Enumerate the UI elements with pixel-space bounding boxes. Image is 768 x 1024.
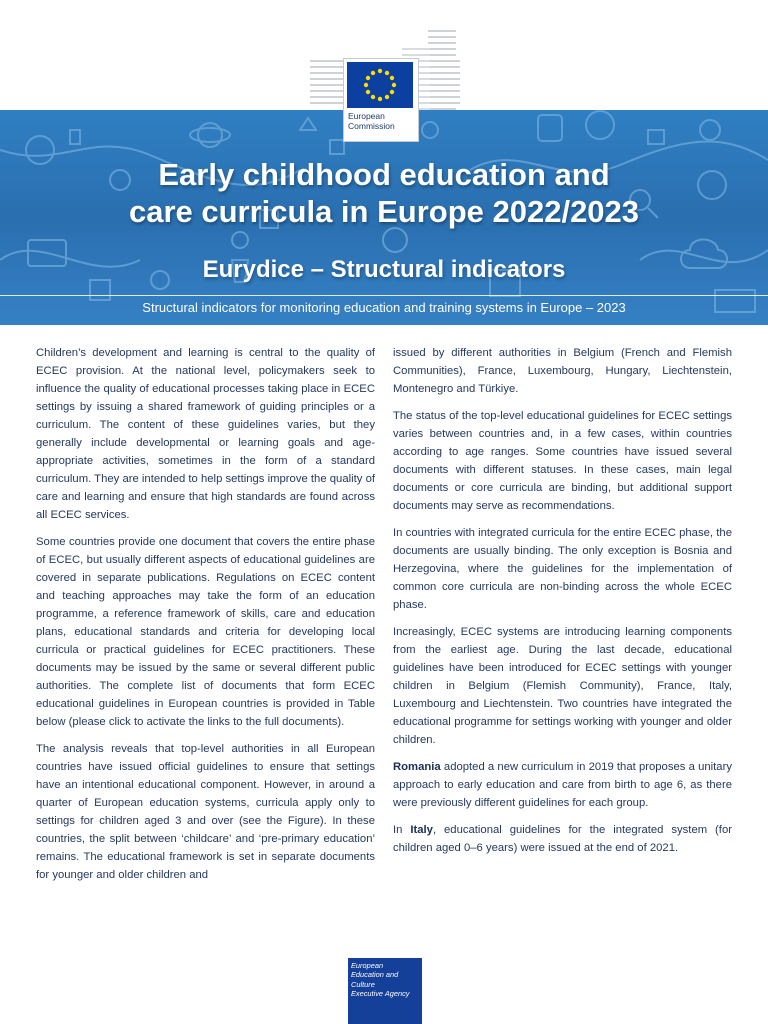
paragraph: Children’s development and learning is central to the quality of ECEC provision. At the national level, policymakers seek to influence the quality of educational processes taking place in ECEC settings by issuing a shared framework of guiding principles or a curriculum. The content of these guidelines varies, but they generally include developmental or learning goals and age-appropriate activities, sometimes in the form of a standard curriculum. They are intended to help settings improve the quality of care and learning and ensure that high standards are found across all ECEC services. — [36, 347, 375, 521]
question-icon — [538, 115, 562, 141]
european-commission-logo — [343, 58, 419, 142]
person-icon — [232, 232, 248, 248]
clock-icon — [700, 120, 720, 140]
paragraph-text: In — [393, 824, 411, 836]
paragraph: The status of the top-level educational guidelines for ECEC settings varies between countries and, in a few cases, within countries according to age ranges. Some countries have issued several documents with different statuses. In these cases, main legal documents or core curricula are binding, but additional support documents may serve as recommendations. — [393, 410, 732, 512]
title-banner — [0, 110, 768, 325]
lightbulb-icon — [300, 118, 316, 130]
lock-icon — [648, 130, 664, 144]
paragraph: issued by different authorities in Belgium (French and Flemish Communities), France, Luxembourg, Hungary, Liechtenstein, Montenegro and Türkiye. — [393, 347, 732, 395]
paragraph: In countries with integrated curricula for the entire ECEC phase, the documents are usually binding. The only exception is Bosnia and Herzegovina, where the guidelines for the implementation of common core curricula are non-binding across the whole ECEC phase. — [393, 527, 732, 611]
gear-icon — [383, 228, 407, 252]
document-subtitle: Eurydice – Structural indicators — [202, 256, 566, 283]
country-name: Italy — [410, 824, 433, 836]
body-column-left — [36, 344, 375, 893]
paragraph-text: , educational guidelines for the integrated system (for children aged 0–6 years) were issued at the end of 2021. — [393, 824, 732, 854]
paragraph: Increasingly, ECEC systems are introducing learning components from the earliest age. During the last decade, educational guidelines have been introduced for ECEC settings with younger children in Belgium (Flemish Community), France, Italy, Luxembourg and Liechtenstein. Two countries have integrated the educational programme for settings working with younger and older children. — [393, 626, 732, 746]
title-line-1: Early childhood education and — [158, 157, 610, 192]
eacea-line: Education and — [351, 970, 399, 980]
banner-divider — [0, 295, 768, 296]
country-name: Romania — [393, 761, 441, 773]
document-title — [0, 156, 768, 230]
eacea-line: European — [351, 961, 384, 970]
series-note: Structural indicators for monitoring education and training systems in Europe – 2023 — [142, 300, 626, 315]
at-sign-icon — [586, 111, 614, 139]
eacea-line: Executive Agency — [351, 989, 410, 999]
paragraph-romania — [393, 758, 732, 812]
eacea-logo — [348, 958, 422, 1024]
eacea-line: Culture — [351, 979, 375, 989]
eu-flag-icon — [347, 62, 413, 108]
atom-icon — [198, 123, 222, 147]
paragraph-text: adopted a new curriculum in 2019 that proposes a unitary approach to early education and care from birth to age 6, as there were previously different guidelines for each group. — [393, 761, 732, 809]
paragraph: Some countries provide one document that covers the entire phase of ECEC, but usually different aspects of educational guidelines are covered in separate publications. Regulations on ECEC content and teaching approaches may take the form of an education programme, a reference framework of skills, care and education plans, educational standards and criteria for developing local curricula or practical guidelines for ECEC practitioners. These documents may be issued by the same or several different public authorities. The complete list of documents that form ECEC educational guidelines in European countries is provided in Table below (please click to activate the links to the full documents). — [36, 536, 375, 728]
paragraph: The analysis reveals that top-level authorities in all European countries have issued official guidelines to ensure that settings have an intentional educational component. However, in around a quarter of European education systems, curricula apply only to settings for children aged 3 and over (see the Figure). In these countries, the split between ‘childcare’ and ‘pre-primary education’ remains. The educational framework is set in separate documents for younger and older children and — [36, 743, 375, 881]
ec-logo-text: European Commission — [348, 111, 395, 131]
title-line-2: care curricula in Europe 2022/2023 — [128, 194, 640, 229]
body-column-right — [393, 344, 732, 866]
thumbs-up-icon — [70, 130, 80, 144]
paragraph-italy — [393, 821, 732, 857]
